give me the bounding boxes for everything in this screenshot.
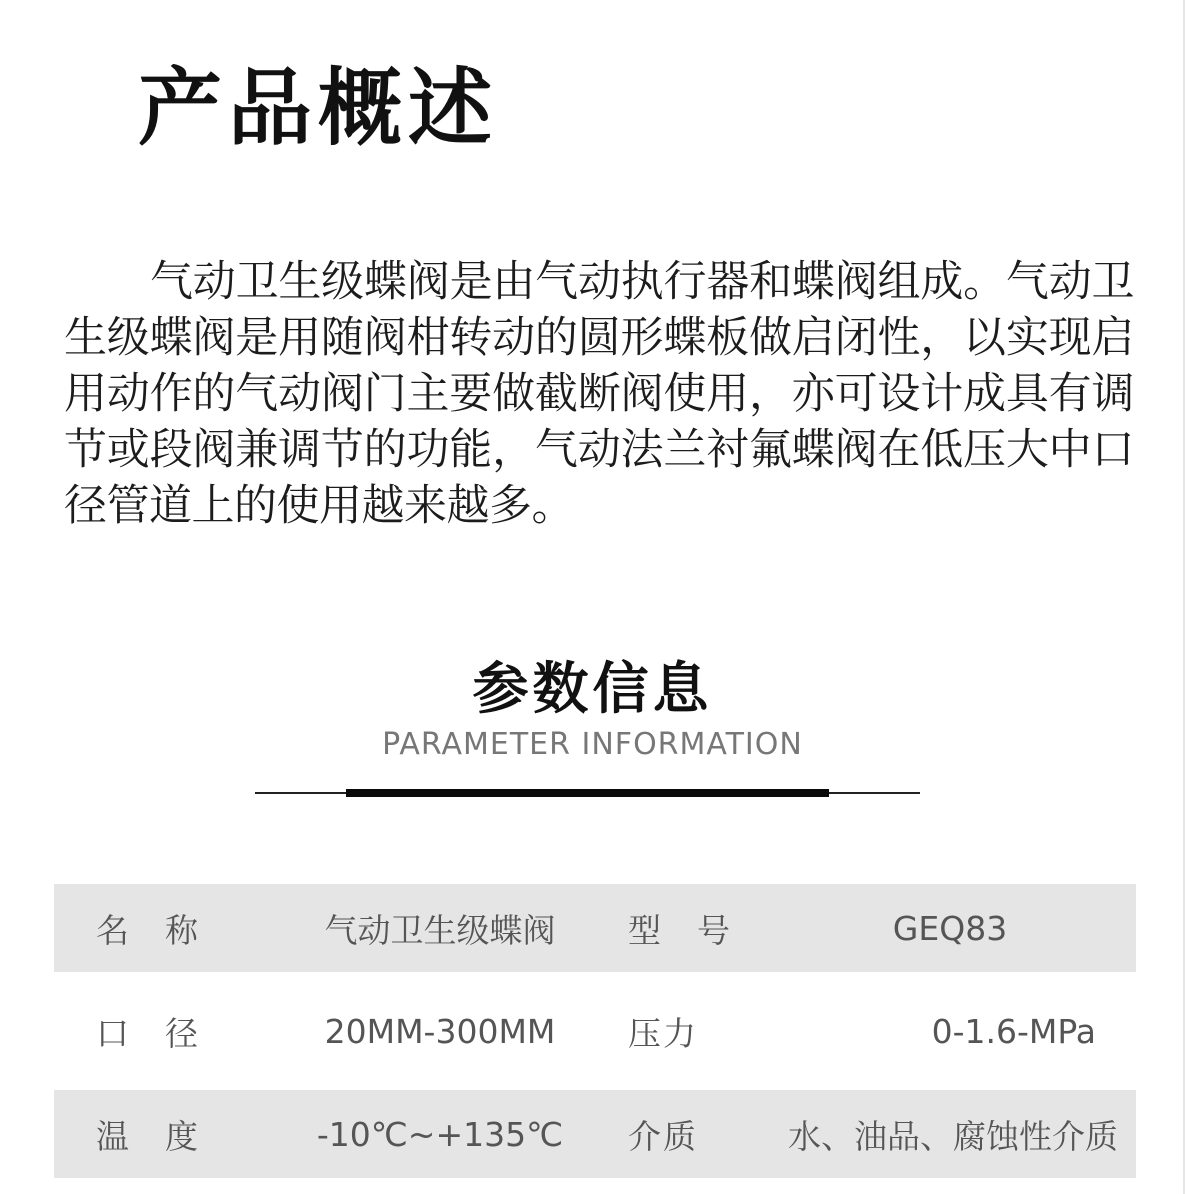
row-value: -10℃~+135℃ bbox=[316, 1114, 564, 1154]
overview-title: 产品概述 bbox=[138, 59, 499, 157]
overview-description: 气动卫生级蝶阀是由气动执行器和蝶阀组成。气动卫生级蝶阀是用随阀柑转动的圆形蝶板做启闭性，以实现启用动作的气动阀门主要做截断阀使用，亦可设计成具有调节或段阀兼调节的功能，气动法兰衬氟蝶阀在低压大中口径管道上的使用越来越多。 bbox=[64, 257, 1134, 531]
row-value: GEQ83 bbox=[892, 908, 1008, 948]
row-label: 名称 bbox=[96, 910, 234, 950]
table-row bbox=[54, 972, 1136, 1090]
parameter-header bbox=[0, 656, 1185, 762]
row-label: 口径 bbox=[96, 1013, 234, 1053]
row-value: 20MM-300MM bbox=[324, 1011, 556, 1051]
row-value: 气动卫生级蝶阀 bbox=[324, 910, 556, 950]
divider-accent bbox=[346, 789, 829, 797]
row-label: 压力 bbox=[628, 1013, 698, 1053]
row-label: 介质 bbox=[628, 1116, 698, 1156]
parameter-title: 参数信息 bbox=[472, 657, 713, 722]
row-label: 型号 bbox=[628, 910, 766, 950]
parameter-subtitle: PARAMETER INFORMATION bbox=[382, 727, 803, 763]
row-value: 0-1.6-MPa bbox=[931, 1011, 1096, 1051]
parameter-table bbox=[54, 884, 1136, 1178]
row-value: 水、油品、腐蚀性介质 bbox=[788, 1116, 1118, 1156]
table-row bbox=[54, 1090, 1136, 1178]
row-label: 温度 bbox=[96, 1116, 234, 1156]
table-row bbox=[54, 884, 1136, 972]
